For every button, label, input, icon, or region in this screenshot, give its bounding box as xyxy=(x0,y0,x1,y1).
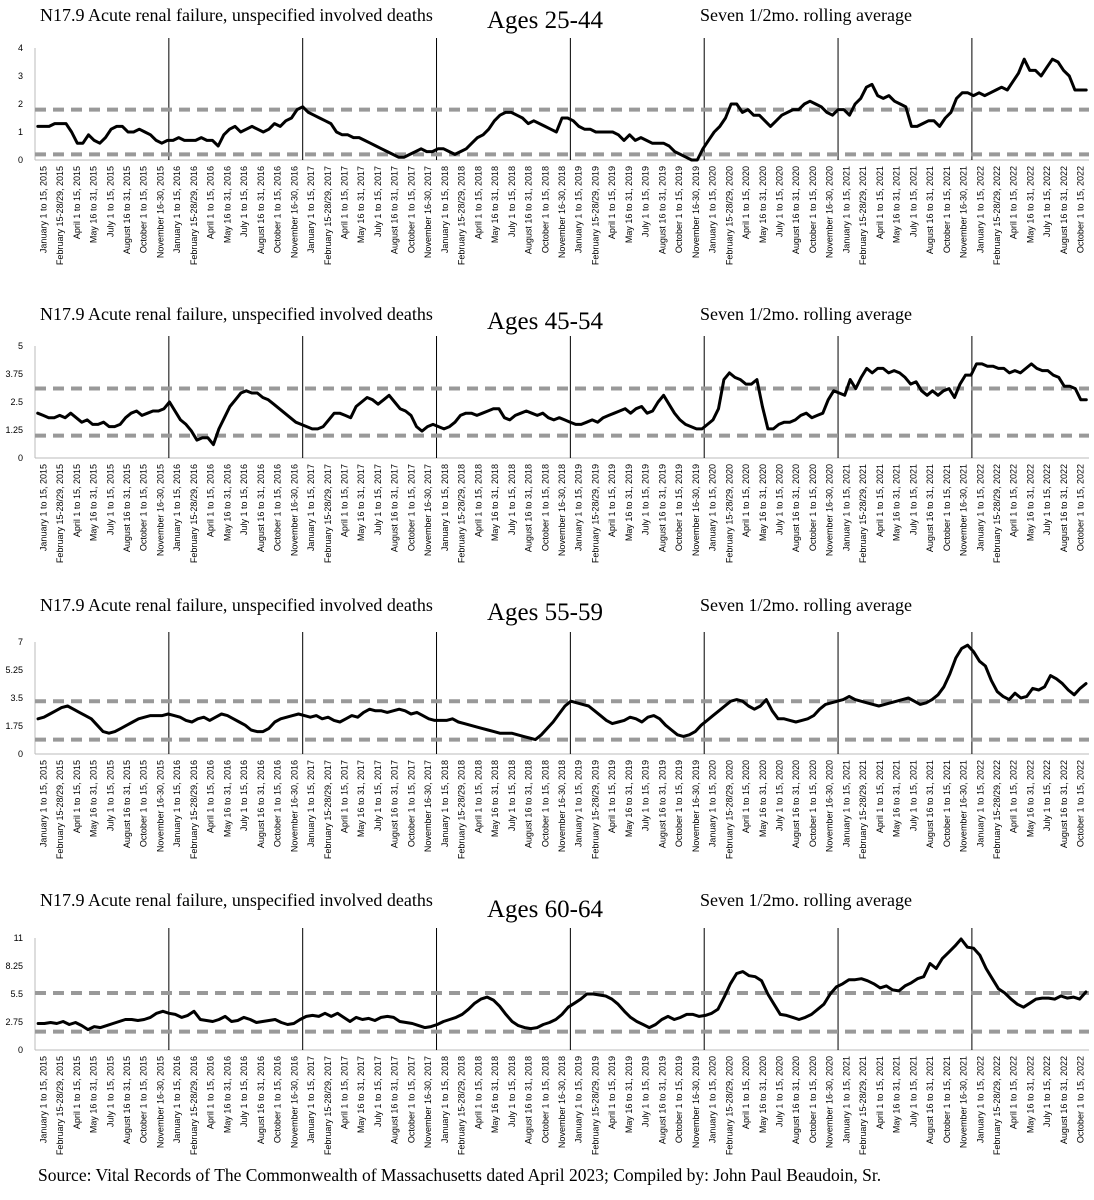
x-tick-label: August 16 to 31, 2022 xyxy=(1058,464,1069,553)
x-tick-label: July 1 to 15, 2021 xyxy=(908,1056,919,1128)
x-tick-label: November 16-30, 2019 xyxy=(690,464,701,557)
chart-panel-4 xyxy=(5,890,1089,1155)
x-tick-label: August 16 to 31, 2020 xyxy=(791,760,802,849)
x-tick-label: November 16-30, 2020 xyxy=(824,1056,835,1149)
x-tick-label: August 16 to 31, 2017 xyxy=(389,464,400,553)
x-tick-label: May 16 to 31, 2021 xyxy=(891,1056,902,1134)
x-tick-label: February 15-28/29, 2019 xyxy=(590,464,601,564)
x-tick-label: April 1 to 15, 2020 xyxy=(741,760,752,834)
x-tick-label: January 1 to 15, 2019 xyxy=(573,464,584,552)
x-tick-label: February 15-28/29, 2017 xyxy=(322,464,333,564)
x-tick-label: November 16-30, 2018 xyxy=(557,166,567,259)
x-tick-label: January 1 to 15, 2022 xyxy=(975,1056,986,1144)
x-tick-label: February 15-28/29, 2016 xyxy=(188,464,199,564)
y-tick-label: 0 xyxy=(17,749,23,759)
x-tick-label: April 1 to 15, 2016 xyxy=(205,760,216,834)
x-tick-label: August 16 to 31, 2019 xyxy=(657,1056,668,1145)
x-tick-label: July 1 to 15, 2019 xyxy=(640,760,651,832)
x-tick-label: February 15-28/29, 2019 xyxy=(590,1056,601,1156)
x-tick-label: November 16-30, 2020 xyxy=(824,760,835,853)
x-tick-label: May 16 to 31, 2021 xyxy=(891,760,902,838)
x-tick-label: October 1 to 15, 2019 xyxy=(674,760,685,848)
x-tick-label: April 1 to 15, 2021 xyxy=(874,464,885,538)
x-tick-label: August 16 to 31, 2017 xyxy=(389,1056,400,1145)
x-tick-label: February 15-28/29, 2022 xyxy=(991,166,1002,266)
x-tick-label: January 1 to 15, 2015 xyxy=(38,464,49,552)
x-tick-label: November 16-30, 2018 xyxy=(557,760,567,853)
x-tick-label: November 16-30, 2016 xyxy=(289,464,300,557)
x-tick-label: May 16 to 31, 2015 xyxy=(88,1056,99,1134)
x-tick-label: April 1 to 15, 2015 xyxy=(71,1056,82,1130)
x-tick-label: April 1 to 15, 2019 xyxy=(607,464,618,538)
x-tick-label: February 15-28/29, 2017 xyxy=(322,166,333,266)
x-tick-label: April 1 to 15, 2022 xyxy=(1008,760,1019,834)
x-tick-label: November 16-30, 2015 xyxy=(155,760,166,853)
x-tick-label: January 1 to 15, 2016 xyxy=(172,166,183,254)
x-tick-label: July 1 to 15, 2017 xyxy=(372,166,383,238)
x-tick-label: February 15-28/29, 2016 xyxy=(188,760,199,860)
x-tick-label: May 16 to 31, 2018 xyxy=(490,1056,501,1134)
x-tick-label: May 16 to 31, 2015 xyxy=(88,760,99,838)
x-tick-label: August 16 to 31, 2021 xyxy=(925,464,936,553)
x-tick-label: July 1 to 15, 2018 xyxy=(506,464,517,536)
x-tick-label: February 15-28/29, 2022 xyxy=(991,1056,1002,1156)
y-tick-label: 0 xyxy=(17,1045,23,1055)
x-tick-label: January 1 to 15, 2022 xyxy=(975,463,986,552)
x-tick-label: April 1 to 15, 2015 xyxy=(71,464,82,538)
x-tick-label: November 16-30, 2016 xyxy=(289,1056,300,1149)
x-tick-label: August 16 to 31, 2017 xyxy=(389,760,400,849)
x-tick-label: July 1 to 15, 2022 xyxy=(1042,760,1053,832)
x-tick-label: February 15-28/29, 2020 xyxy=(724,1056,735,1156)
x-tick-label: May 16 to 31, 2017 xyxy=(356,166,367,244)
x-tick-label: April 1 to 15, 2016 xyxy=(205,464,216,538)
chart-header-left: N17.9 Acute renal failure, unspecified involved deaths xyxy=(40,304,433,324)
x-tick-label: October 1 to 15, 2022 xyxy=(1075,1056,1086,1144)
x-tick-label: January 1 to 15, 2020 xyxy=(707,760,718,848)
x-tick-label: August 16 to 31, 2015 xyxy=(122,464,133,553)
y-tick-label: 2.75 xyxy=(5,1017,23,1027)
x-tick-label: February 15-28/29, 2018 xyxy=(456,165,467,266)
x-tick-label: February 15-28/29, 2021 xyxy=(858,1056,869,1156)
x-tick-label: August 16 to 31, 2015 xyxy=(122,1056,133,1145)
x-tick-label: July 1 to 15, 2015 xyxy=(105,1056,116,1128)
x-tick-label: August 16 to 31, 2019 xyxy=(657,464,668,553)
x-tick-label: August 16 to 31, 2022 xyxy=(1058,1056,1069,1145)
y-tick-label: 8.25 xyxy=(5,961,23,971)
x-tick-label: July 1 to 15, 2016 xyxy=(239,464,250,536)
x-tick-label: August 16 to 31, 2018 xyxy=(523,166,534,255)
series-line xyxy=(38,939,1086,1030)
x-tick-label: February 15-28/29, 2019 xyxy=(590,760,601,860)
chart-title: Ages 55-59 xyxy=(487,599,603,626)
x-tick-label: May 16 to 31, 2021 xyxy=(891,166,902,244)
x-tick-label: May 16 to 31, 2015 xyxy=(88,166,99,244)
x-tick-label: October 1 to 15, 2022 xyxy=(1075,464,1086,552)
x-tick-label: April 1 to 15, 2018 xyxy=(473,166,484,240)
x-tick-label: April 1 to 15, 2020 xyxy=(741,464,752,538)
x-tick-label: May 16 to 31, 2018 xyxy=(490,463,501,542)
x-tick-label: January 1 to 15, 2015 xyxy=(38,1056,49,1144)
x-tick-label: February 15-28/29, 2022 xyxy=(991,464,1002,564)
x-tick-label: October 1 to 15, 2017 xyxy=(406,760,417,848)
x-tick-label: October 1 to 15, 2016 xyxy=(272,464,283,552)
chart-header-right: Seven 1/2mo. rolling average xyxy=(700,304,912,324)
x-tick-label: January 1 to 15, 2017 xyxy=(306,760,317,848)
x-tick-label: January 1 to 15, 2019 xyxy=(573,166,584,254)
x-tick-label: October 1 to 15, 2021 xyxy=(941,166,952,254)
x-tick-label: February 15-28/29, 2020 xyxy=(724,166,735,266)
y-tick-label: 5.5 xyxy=(10,989,23,999)
chart-header-right: Seven 1/2mo. rolling average xyxy=(700,595,912,615)
x-tick-label: July 1 to 15, 2020 xyxy=(774,464,785,536)
x-tick-label: January 1 to 15, 2021 xyxy=(841,760,852,848)
x-tick-label: August 16 to 31, 2020 xyxy=(791,166,802,255)
x-tick-label: July 1 to 15, 2022 xyxy=(1042,464,1053,536)
chart-title: Ages 45-54 xyxy=(487,308,603,335)
x-tick-label: January 1 to 15, 2016 xyxy=(172,760,183,848)
x-tick-label: May 16 to 31, 2020 xyxy=(757,760,768,838)
x-tick-label: October 1 to 15, 2020 xyxy=(807,166,818,254)
x-tick-label: January 1 to 15, 2019 xyxy=(573,1056,584,1144)
x-tick-label: July 1 to 15, 2018 xyxy=(506,166,517,238)
x-tick-label: October 1 to 15, 2020 xyxy=(807,464,818,552)
x-tick-label: August 16 to 31, 2022 xyxy=(1058,760,1069,849)
x-tick-label: May 16 to 31, 2019 xyxy=(623,760,634,838)
x-tick-label: February 15-28/29, 2016 xyxy=(188,1056,199,1156)
x-tick-label: August 16 to 31, 2021 xyxy=(925,166,936,255)
x-tick-label: January 1 to 15, 2016 xyxy=(172,464,183,552)
x-tick-label: November 16-30, 2021 xyxy=(958,1056,969,1149)
y-tick-label: 3 xyxy=(17,71,23,81)
x-tick-label: August 16 to 31, 2018 xyxy=(523,760,534,849)
x-tick-label: May 16 to 31, 2017 xyxy=(356,464,367,542)
chart-panel-1 xyxy=(18,5,1089,265)
x-tick-label: April 1 to 15, 2022 xyxy=(1008,166,1019,240)
x-tick-label: January 1 to 15, 2017 xyxy=(306,464,317,552)
x-tick-label: November 16-30, 2018 xyxy=(557,1056,567,1149)
x-tick-label: November 16-30, 2018 xyxy=(557,464,567,557)
x-tick-label: January 1 to 15, 2017 xyxy=(306,166,317,254)
x-tick-label: October 1 to 15, 2020 xyxy=(807,760,818,848)
x-tick-label: February 15-28/29, 2020 xyxy=(724,464,735,564)
y-tick-label: 0 xyxy=(17,155,23,165)
x-tick-label: July 1 to 15, 2021 xyxy=(908,166,919,238)
series-line xyxy=(38,645,1086,739)
y-tick-label: 1.25 xyxy=(5,425,23,435)
x-tick-label: October 1 to 15, 2021 xyxy=(941,1056,952,1144)
x-tick-label: April 1 to 15, 2021 xyxy=(874,760,885,834)
x-tick-label: January 1 to 15, 2018 xyxy=(439,464,450,552)
x-tick-label: January 1 to 15, 2022 xyxy=(975,759,986,848)
x-tick-label: January 1 to 15, 2020 xyxy=(707,1056,718,1144)
x-tick-label: May 16 to 31, 2022 xyxy=(1025,1056,1036,1134)
x-tick-label: January 1 to 15, 2017 xyxy=(306,1056,317,1144)
x-tick-label: August 16 to 31, 2016 xyxy=(255,760,266,849)
x-tick-label: May 16 to 31, 2017 xyxy=(356,1056,367,1134)
x-tick-label: November 16-30, 2015 xyxy=(155,464,166,557)
x-tick-label: November 16-30, 2019 xyxy=(690,760,701,853)
x-tick-label: July 1 to 15, 2015 xyxy=(105,464,116,536)
x-tick-label: August 16 to 31, 2015 xyxy=(122,760,133,849)
x-tick-label: November 16-30, 2015 xyxy=(155,1056,166,1149)
x-tick-label: October 1 to 15, 2020 xyxy=(807,1056,818,1144)
x-tick-label: February 15-28/29, 2015 xyxy=(55,760,66,860)
x-tick-label: July 1 to 15, 2022 xyxy=(1042,166,1053,238)
x-tick-label: October 1 to 15, 2018 xyxy=(540,1056,551,1144)
chart-header-right: Seven 1/2mo. rolling average xyxy=(700,5,912,25)
x-tick-label: November 16-30, 2016 xyxy=(289,166,300,259)
x-tick-label: April 1 to 15, 2018 xyxy=(473,464,484,538)
x-tick-label: November 16-30, 2017 xyxy=(423,1056,434,1149)
x-tick-label: April 1 to 15, 2017 xyxy=(339,1056,350,1130)
x-tick-label: July 1 to 15, 2022 xyxy=(1042,1056,1053,1128)
x-tick-label: October 1 to 15, 2015 xyxy=(138,760,149,848)
x-tick-label: November 16-30, 2019 xyxy=(690,1056,701,1149)
x-tick-label: November 16-30, 2017 xyxy=(423,165,434,259)
x-tick-label: July 1 to 15, 2020 xyxy=(774,1056,785,1128)
x-tick-label: August 16 to 31, 2017 xyxy=(389,166,400,255)
x-tick-label: February 15-28/29, 2015 xyxy=(55,166,66,266)
x-tick-label: August 16 to 31, 2019 xyxy=(657,760,668,849)
x-tick-label: May 16 to 31, 2019 xyxy=(623,1056,634,1134)
x-tick-label: May 16 to 31, 2019 xyxy=(623,464,634,542)
x-tick-label: August 16 to 31, 2016 xyxy=(255,166,266,255)
x-tick-label: August 16 to 31, 2020 xyxy=(791,1056,802,1145)
x-tick-label: February 15-28/29, 2017 xyxy=(322,1056,333,1156)
x-tick-label: July 1 to 15, 2020 xyxy=(774,166,785,238)
x-tick-label: October 1 to 15, 2018 xyxy=(540,760,551,848)
x-tick-label: November 16-30, 2021 xyxy=(958,166,969,259)
x-tick-label: April 1 to 15, 2018 xyxy=(473,760,484,834)
y-tick-label: 3.5 xyxy=(10,693,23,703)
x-tick-label: July 1 to 15, 2019 xyxy=(640,166,651,238)
x-tick-label: November 16-30, 2016 xyxy=(289,760,300,853)
x-tick-label: October 1 to 15, 2017 xyxy=(406,166,417,254)
x-tick-label: May 16 to 31, 2020 xyxy=(757,464,768,542)
x-tick-label: February 15-28/29, 2018 xyxy=(456,760,467,860)
x-tick-label: August 16 to 31, 2018 xyxy=(523,1056,534,1145)
x-tick-label: February 15-28/29, 2016 xyxy=(188,166,199,266)
x-tick-label: July 1 to 15, 2018 xyxy=(506,1056,517,1128)
x-tick-label: May 16 to 31, 2022 xyxy=(1025,464,1036,542)
x-tick-label: July 1 to 15, 2019 xyxy=(640,1056,651,1128)
x-tick-label: October 1 to 15, 2018 xyxy=(540,166,551,254)
x-tick-label: January 1 to 15, 2022 xyxy=(975,165,986,254)
x-tick-label: July 1 to 15, 2021 xyxy=(908,760,919,832)
chart-title: Ages 25-44 xyxy=(487,7,603,34)
x-tick-label: October 1 to 15, 2022 xyxy=(1075,166,1086,254)
x-tick-label: January 1 to 15, 2021 xyxy=(841,166,852,254)
x-tick-label: April 1 to 15, 2019 xyxy=(607,166,618,240)
x-tick-label: October 1 to 15, 2015 xyxy=(138,1056,149,1144)
chart-header-right: Seven 1/2mo. rolling average xyxy=(700,890,912,910)
x-tick-label: April 1 to 15, 2019 xyxy=(607,1056,618,1130)
x-tick-label: January 1 to 15, 2020 xyxy=(707,166,718,254)
chart-panel-2 xyxy=(5,304,1089,563)
x-tick-label: July 1 to 15, 2018 xyxy=(506,760,517,832)
x-tick-label: October 1 to 15, 2019 xyxy=(674,464,685,552)
x-tick-label: August 16 to 31, 2018 xyxy=(523,464,534,553)
x-tick-label: July 1 to 15, 2016 xyxy=(239,166,250,238)
x-tick-label: November 16-30, 2021 xyxy=(958,760,969,853)
x-tick-label: May 16 to 31, 2016 xyxy=(222,464,233,542)
x-tick-label: July 1 to 15, 2017 xyxy=(372,760,383,832)
x-tick-label: August 16 to 31, 2016 xyxy=(255,1056,266,1145)
x-tick-label: May 16 to 31, 2016 xyxy=(222,1056,233,1134)
x-tick-label: July 1 to 15, 2015 xyxy=(105,166,116,238)
x-tick-label: February 15-28/29, 2021 xyxy=(858,760,869,860)
x-tick-label: October 1 to 15, 2019 xyxy=(674,1056,685,1144)
y-tick-label: 4 xyxy=(17,43,23,53)
x-tick-label: January 1 to 15, 2018 xyxy=(439,166,450,254)
x-tick-label: January 1 to 15, 2016 xyxy=(172,1056,183,1144)
x-tick-label: February 15-28/29, 2015 xyxy=(55,464,66,564)
y-tick-label: 2.5 xyxy=(10,397,23,407)
x-tick-label: May 16 to 31, 2016 xyxy=(222,166,233,244)
x-tick-label: October 1 to 15, 2016 xyxy=(272,1056,283,1144)
x-tick-label: April 1 to 15, 2017 xyxy=(339,166,350,240)
x-tick-label: May 16 to 31, 2022 xyxy=(1025,166,1036,244)
x-tick-label: July 1 to 15, 2021 xyxy=(908,464,919,536)
x-tick-label: October 1 to 15, 2015 xyxy=(138,464,149,552)
chart-title: Ages 60-64 xyxy=(487,896,603,923)
x-tick-label: October 1 to 15, 2017 xyxy=(406,1056,417,1144)
x-tick-label: May 16 to 31, 2017 xyxy=(356,760,367,838)
x-tick-label: February 15-28/29, 2020 xyxy=(724,760,735,860)
chart-header-left: N17.9 Acute renal failure, unspecified involved deaths xyxy=(40,5,433,25)
x-tick-label: January 1 to 15, 2021 xyxy=(841,464,852,552)
x-tick-label: January 1 to 15, 2018 xyxy=(439,760,450,848)
x-tick-label: February 15-28/29, 2022 xyxy=(991,760,1002,860)
x-tick-label: January 1 to 15, 2019 xyxy=(573,760,584,848)
x-tick-label: April 1 to 15, 2020 xyxy=(741,1056,752,1130)
series-line xyxy=(38,364,1087,445)
x-tick-label: October 1 to 15, 2016 xyxy=(272,760,283,848)
y-tick-label: 11 xyxy=(13,933,23,943)
x-tick-label: April 1 to 15, 2015 xyxy=(71,760,82,834)
x-tick-label: May 16 to 31, 2018 xyxy=(490,165,501,244)
x-tick-label: February 15-28/29, 2021 xyxy=(858,464,869,564)
x-tick-label: May 16 to 31, 2016 xyxy=(222,760,233,838)
x-tick-label: April 1 to 15, 2020 xyxy=(741,166,752,240)
x-tick-label: April 1 to 15, 2021 xyxy=(874,166,885,240)
x-tick-label: May 16 to 31, 2018 xyxy=(490,760,501,838)
x-tick-label: February 15-28/29, 2015 xyxy=(55,1056,66,1156)
x-tick-label: November 16-30, 2021 xyxy=(958,464,969,557)
x-tick-label: October 1 to 15, 2018 xyxy=(540,464,551,552)
x-tick-label: May 16 to 31, 2021 xyxy=(891,464,902,542)
x-tick-label: October 1 to 15, 2015 xyxy=(138,166,149,254)
y-tick-label: 7 xyxy=(17,637,23,647)
y-tick-label: 2 xyxy=(17,99,23,109)
x-tick-label: May 16 to 31, 2019 xyxy=(623,166,634,244)
x-tick-label: April 1 to 15, 2022 xyxy=(1008,464,1019,538)
x-tick-label: November 16-30, 2019 xyxy=(690,166,701,259)
x-tick-label: January 1 to 15, 2020 xyxy=(707,464,718,552)
x-tick-label: November 16-30, 2020 xyxy=(824,166,835,259)
x-tick-label: February 15-28/29, 2021 xyxy=(858,166,869,266)
x-tick-label: October 1 to 15, 2016 xyxy=(272,166,283,254)
x-tick-label: April 1 to 15, 2017 xyxy=(339,760,350,834)
x-tick-label: November 16-30, 2017 xyxy=(423,760,434,853)
x-tick-label: August 16 to 31, 2022 xyxy=(1058,166,1069,255)
x-tick-label: July 1 to 15, 2015 xyxy=(105,760,116,832)
x-tick-label: May 16 to 31, 2020 xyxy=(757,166,768,244)
y-tick-label: 0 xyxy=(17,453,23,463)
chart-panel-3 xyxy=(5,595,1089,859)
x-tick-label: November 16-30, 2015 xyxy=(155,166,166,259)
x-tick-label: April 1 to 15, 2021 xyxy=(874,1056,885,1130)
x-tick-label: November 16-30, 2020 xyxy=(824,464,835,557)
x-tick-label: July 1 to 15, 2016 xyxy=(239,760,250,832)
chart-header-left: N17.9 Acute renal failure, unspecified involved deaths xyxy=(40,890,433,910)
y-tick-label: 1 xyxy=(17,127,23,137)
x-tick-label: April 1 to 15, 2017 xyxy=(339,464,350,538)
x-tick-label: October 1 to 15, 2022 xyxy=(1075,760,1086,848)
x-tick-label: February 15-28/29, 2018 xyxy=(456,1056,467,1156)
x-tick-label: October 1 to 15, 2019 xyxy=(674,166,685,254)
x-tick-label: February 15-28/29, 2019 xyxy=(590,166,601,266)
y-tick-label: 5.25 xyxy=(5,665,23,675)
x-tick-label: August 16 to 31, 2021 xyxy=(925,1056,936,1145)
x-tick-label: April 1 to 15, 2018 xyxy=(473,1056,484,1130)
x-tick-label: April 1 to 15, 2016 xyxy=(205,1056,216,1130)
x-tick-label: January 1 to 15, 2015 xyxy=(38,166,49,254)
x-tick-label: April 1 to 15, 2019 xyxy=(607,760,618,834)
x-tick-label: May 16 to 31, 2015 xyxy=(88,464,99,542)
y-tick-label: 3.75 xyxy=(5,369,23,379)
chart-header-left: N17.9 Acute renal failure, unspecified involved deaths xyxy=(40,595,433,615)
x-tick-label: October 1 to 15, 2021 xyxy=(941,464,952,552)
x-tick-label: May 16 to 31, 2020 xyxy=(757,1056,768,1134)
x-tick-label: July 1 to 15, 2019 xyxy=(640,464,651,536)
x-tick-label: April 1 to 15, 2016 xyxy=(205,166,216,240)
x-tick-label: July 1 to 15, 2017 xyxy=(372,1056,383,1128)
x-tick-label: July 1 to 15, 2016 xyxy=(239,1056,250,1128)
x-tick-label: May 16 to 31, 2022 xyxy=(1025,760,1036,838)
x-tick-label: November 16-30, 2017 xyxy=(423,463,434,557)
x-tick-label: January 1 to 15, 2021 xyxy=(841,1056,852,1144)
x-tick-label: August 16 to 31, 2015 xyxy=(122,166,133,255)
y-tick-label: 5 xyxy=(17,341,23,351)
source-note: Source: Vital Records of The Commonwealth of Massachusetts dated April 2023; Compiled by: John Paul Beaudoin, Sr. xyxy=(38,1165,882,1185)
x-tick-label: October 1 to 15, 2017 xyxy=(406,464,417,552)
x-tick-label: August 16 to 31, 2020 xyxy=(791,464,802,553)
x-tick-label: August 16 to 31, 2021 xyxy=(925,760,936,849)
x-tick-label: January 1 to 15, 2018 xyxy=(439,1056,450,1144)
x-tick-label: August 16 to 31, 2019 xyxy=(657,166,668,255)
x-tick-label: August 16 to 31, 2016 xyxy=(255,464,266,553)
y-tick-label: 1.75 xyxy=(5,721,23,731)
x-tick-label: July 1 to 15, 2020 xyxy=(774,760,785,832)
x-tick-label: July 1 to 15, 2017 xyxy=(372,464,383,536)
x-tick-label: April 1 to 15, 2015 xyxy=(71,166,82,240)
x-tick-label: April 1 to 15, 2022 xyxy=(1008,1056,1019,1130)
x-tick-label: February 15-28/29, 2017 xyxy=(322,760,333,860)
x-tick-label: January 1 to 15, 2015 xyxy=(38,760,49,848)
x-tick-label: February 15-28/29, 2018 xyxy=(456,463,467,564)
x-tick-label: October 1 to 15, 2021 xyxy=(941,760,952,848)
